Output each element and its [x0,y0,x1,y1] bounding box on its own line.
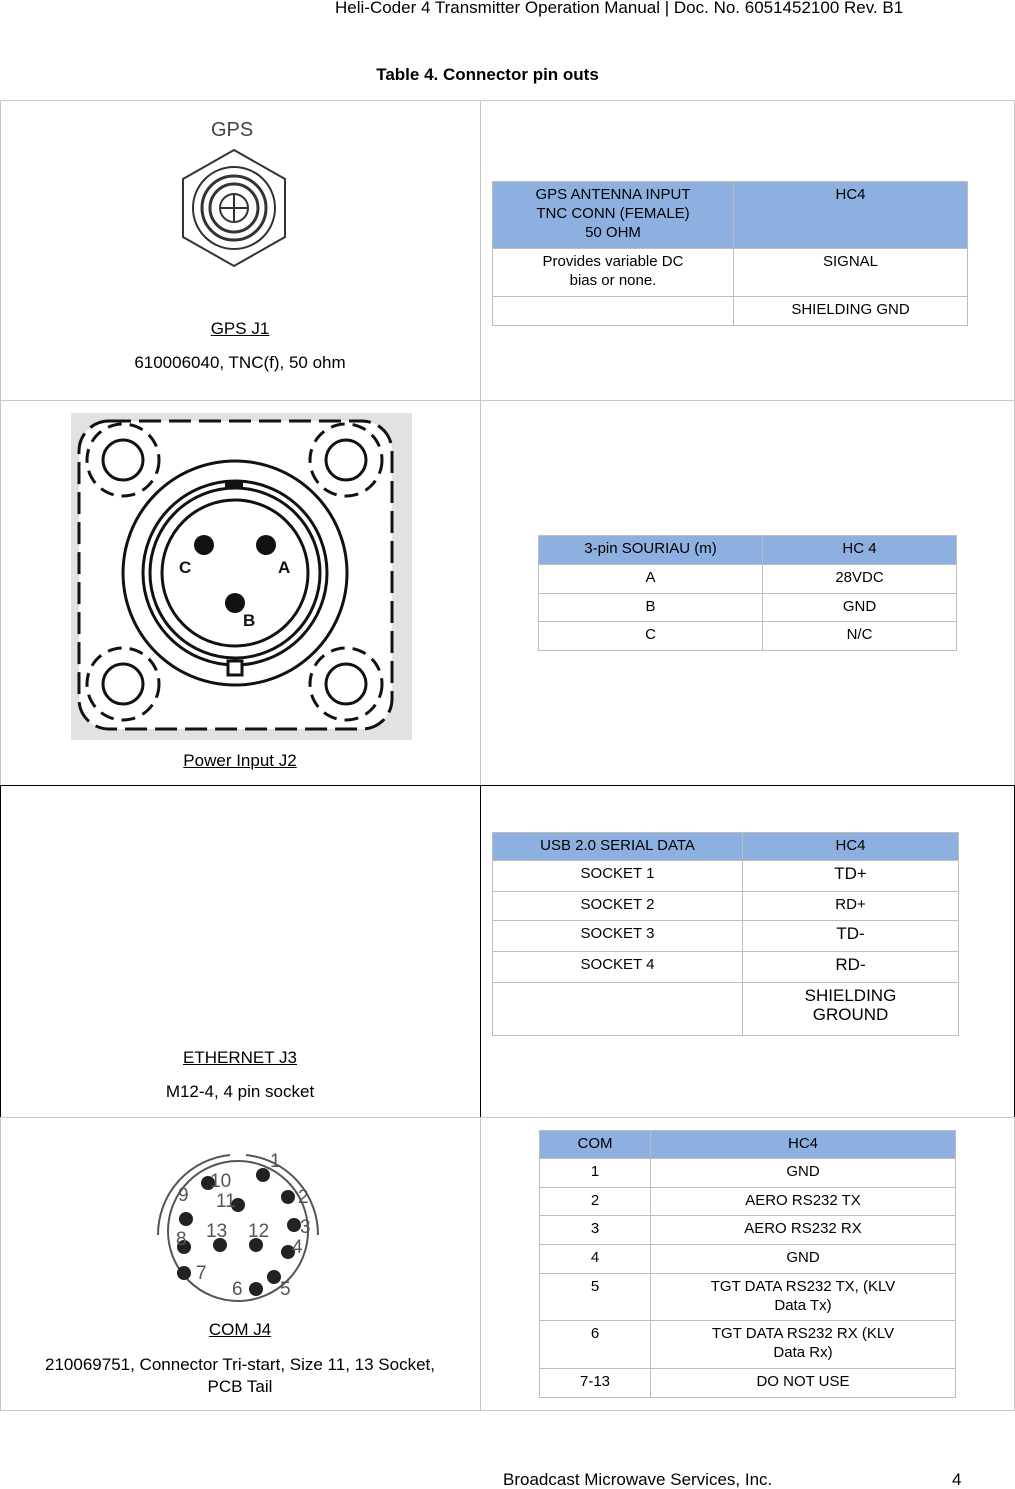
column-header: HC4 [651,1131,956,1159]
com-pin-socket [249,1282,263,1296]
com-pin-label: 1 [270,1151,281,1172]
com-pin-label: 13 [206,1221,228,1242]
com-pin-label: 7 [196,1263,207,1284]
column-header: GPS ANTENNA INPUT TNC CONN (FEMALE) 50 OHM [493,182,734,249]
footer-page-number: 4 [952,1470,962,1489]
footer-company: Broadcast Microwave Services, Inc. [503,1470,773,1489]
com-pin-label: 2 [298,1187,309,1208]
com-pin-socket [177,1266,191,1280]
svg-text:C: C [179,558,192,577]
table-cell: TD- [743,921,959,952]
com-connector-desc: 210069751, Connector Tri-start, Size 11, 13 Socket, PCB Tail [45,1355,435,1396]
svg-text:B: B [243,611,256,630]
table-cell: 1 [540,1159,651,1188]
table-cell: RD- [743,952,959,983]
table-row [540,1274,956,1321]
com-pin-label: 5 [280,1279,291,1300]
table-cell: SOCKET 2 [493,892,743,921]
svg-text:A: A [278,558,291,577]
com-pin-socket [179,1212,193,1226]
column-header: USB 2.0 SERIAL DATA [493,833,743,861]
svg-text:GPS: GPS [211,119,254,141]
table-cell: TGT DATA RS232 RX (KLV Data Rx) [651,1321,956,1369]
com-pin-label: 3 [300,1217,311,1238]
table-cell: A [539,565,763,594]
table-cell: DO NOT USE [651,1369,956,1398]
table-row [493,921,959,952]
table-row [493,861,959,892]
table-row [540,1216,956,1245]
com-pin-label: 12 [248,1221,270,1242]
table-header-row [539,536,957,565]
com-connector-name: COM J4 [208,1320,272,1339]
table-cell: GND [651,1159,956,1188]
table-cell: TD+ [743,861,959,892]
ethernet-connector-desc: M12-4, 4 pin socket [165,1082,315,1101]
gps-connector-desc: 610006040, TNC(f), 50 ohm [134,353,346,372]
table-cell: SIGNAL [734,249,968,297]
power-connector-name: Power Input J2 [183,751,297,770]
table-row [540,1245,956,1274]
table-cell: 2 [540,1188,651,1216]
table-cell: SHIELDING GND [734,297,968,326]
table-row [539,622,957,651]
table-header-row [540,1131,956,1159]
table-header-row [493,182,968,249]
table-cell: GND [763,594,957,622]
table-cell: SOCKET 3 [493,921,743,952]
gps-pinout-table [492,181,968,326]
table-row [540,1321,956,1369]
com-pin-socket [267,1270,281,1284]
column-header: HC 4 [763,536,957,565]
table-cell: AERO RS232 TX [651,1188,956,1216]
table-row [540,1369,956,1398]
table-row [539,594,957,622]
com-connector-icon [150,1145,330,1315]
table-cell [493,297,734,326]
table-row [539,565,957,594]
com-pin-label: 10 [210,1171,232,1192]
table-cell [493,983,743,1036]
column-header: HC4 [743,833,959,861]
table-row [540,1188,956,1216]
table-cell: SOCKET 1 [493,861,743,892]
table-cell: 3 [540,1216,651,1245]
table-row [540,1159,956,1188]
com-pin-socket [287,1218,301,1232]
ethernet-pinout-table [492,832,959,1036]
table-cell: 4 [540,1245,651,1274]
table-cell: 28VDC [763,565,957,594]
com-pin-label: 4 [292,1237,303,1258]
ethernet-image-cell [0,785,481,1118]
com-pin-socket [281,1190,295,1204]
table-header-row [493,833,959,861]
table-cell: C [539,622,763,651]
com-pin-label: 9 [178,1185,189,1206]
table-cell: AERO RS232 RX [651,1216,956,1245]
table-cell: RD+ [743,892,959,921]
table-cell: B [539,594,763,622]
table-cell: TGT DATA RS232 TX, (KLV Data Tx) [651,1274,956,1321]
table-cell: 7-13 [540,1369,651,1398]
gps-connector-name: GPS J1 [210,319,270,338]
column-header: HC4 [734,182,968,249]
table-cell: GND [651,1245,956,1274]
com-pinout-table [539,1130,956,1398]
ethernet-connector-name: ETHERNET J3 [183,1048,297,1067]
table-row [493,249,968,297]
com-pin-label: 11 [216,1191,236,1212]
table-cell: SHIELDING GROUND [743,983,959,1036]
table-row [493,983,959,1036]
souriau-connector-icon [71,413,412,740]
gps-connector-icon [175,112,295,272]
table-cell: 6 [540,1321,651,1369]
table-cell: Provides variable DC bias or none. [493,249,734,297]
table-row [493,297,968,326]
table-cell: N/C [763,622,957,651]
column-header: 3-pin SOURIAU (m) [539,536,763,565]
running-header: Heli-Coder 4 Transmitter Operation Manual | Doc. No. 6051452100 Rev. B1 [335,0,904,17]
column-header: COM [540,1131,651,1159]
table-row [493,892,959,921]
table-cell: 5 [540,1274,651,1321]
com-pin-label: 8 [176,1229,187,1250]
com-pin-socket [256,1168,270,1182]
power-pinout-table [538,535,957,651]
com-pin-label: 6 [232,1279,243,1300]
table-title: Table 4. Connector pin outs [376,65,599,84]
table-row [493,952,959,983]
table-cell: SOCKET 4 [493,952,743,983]
